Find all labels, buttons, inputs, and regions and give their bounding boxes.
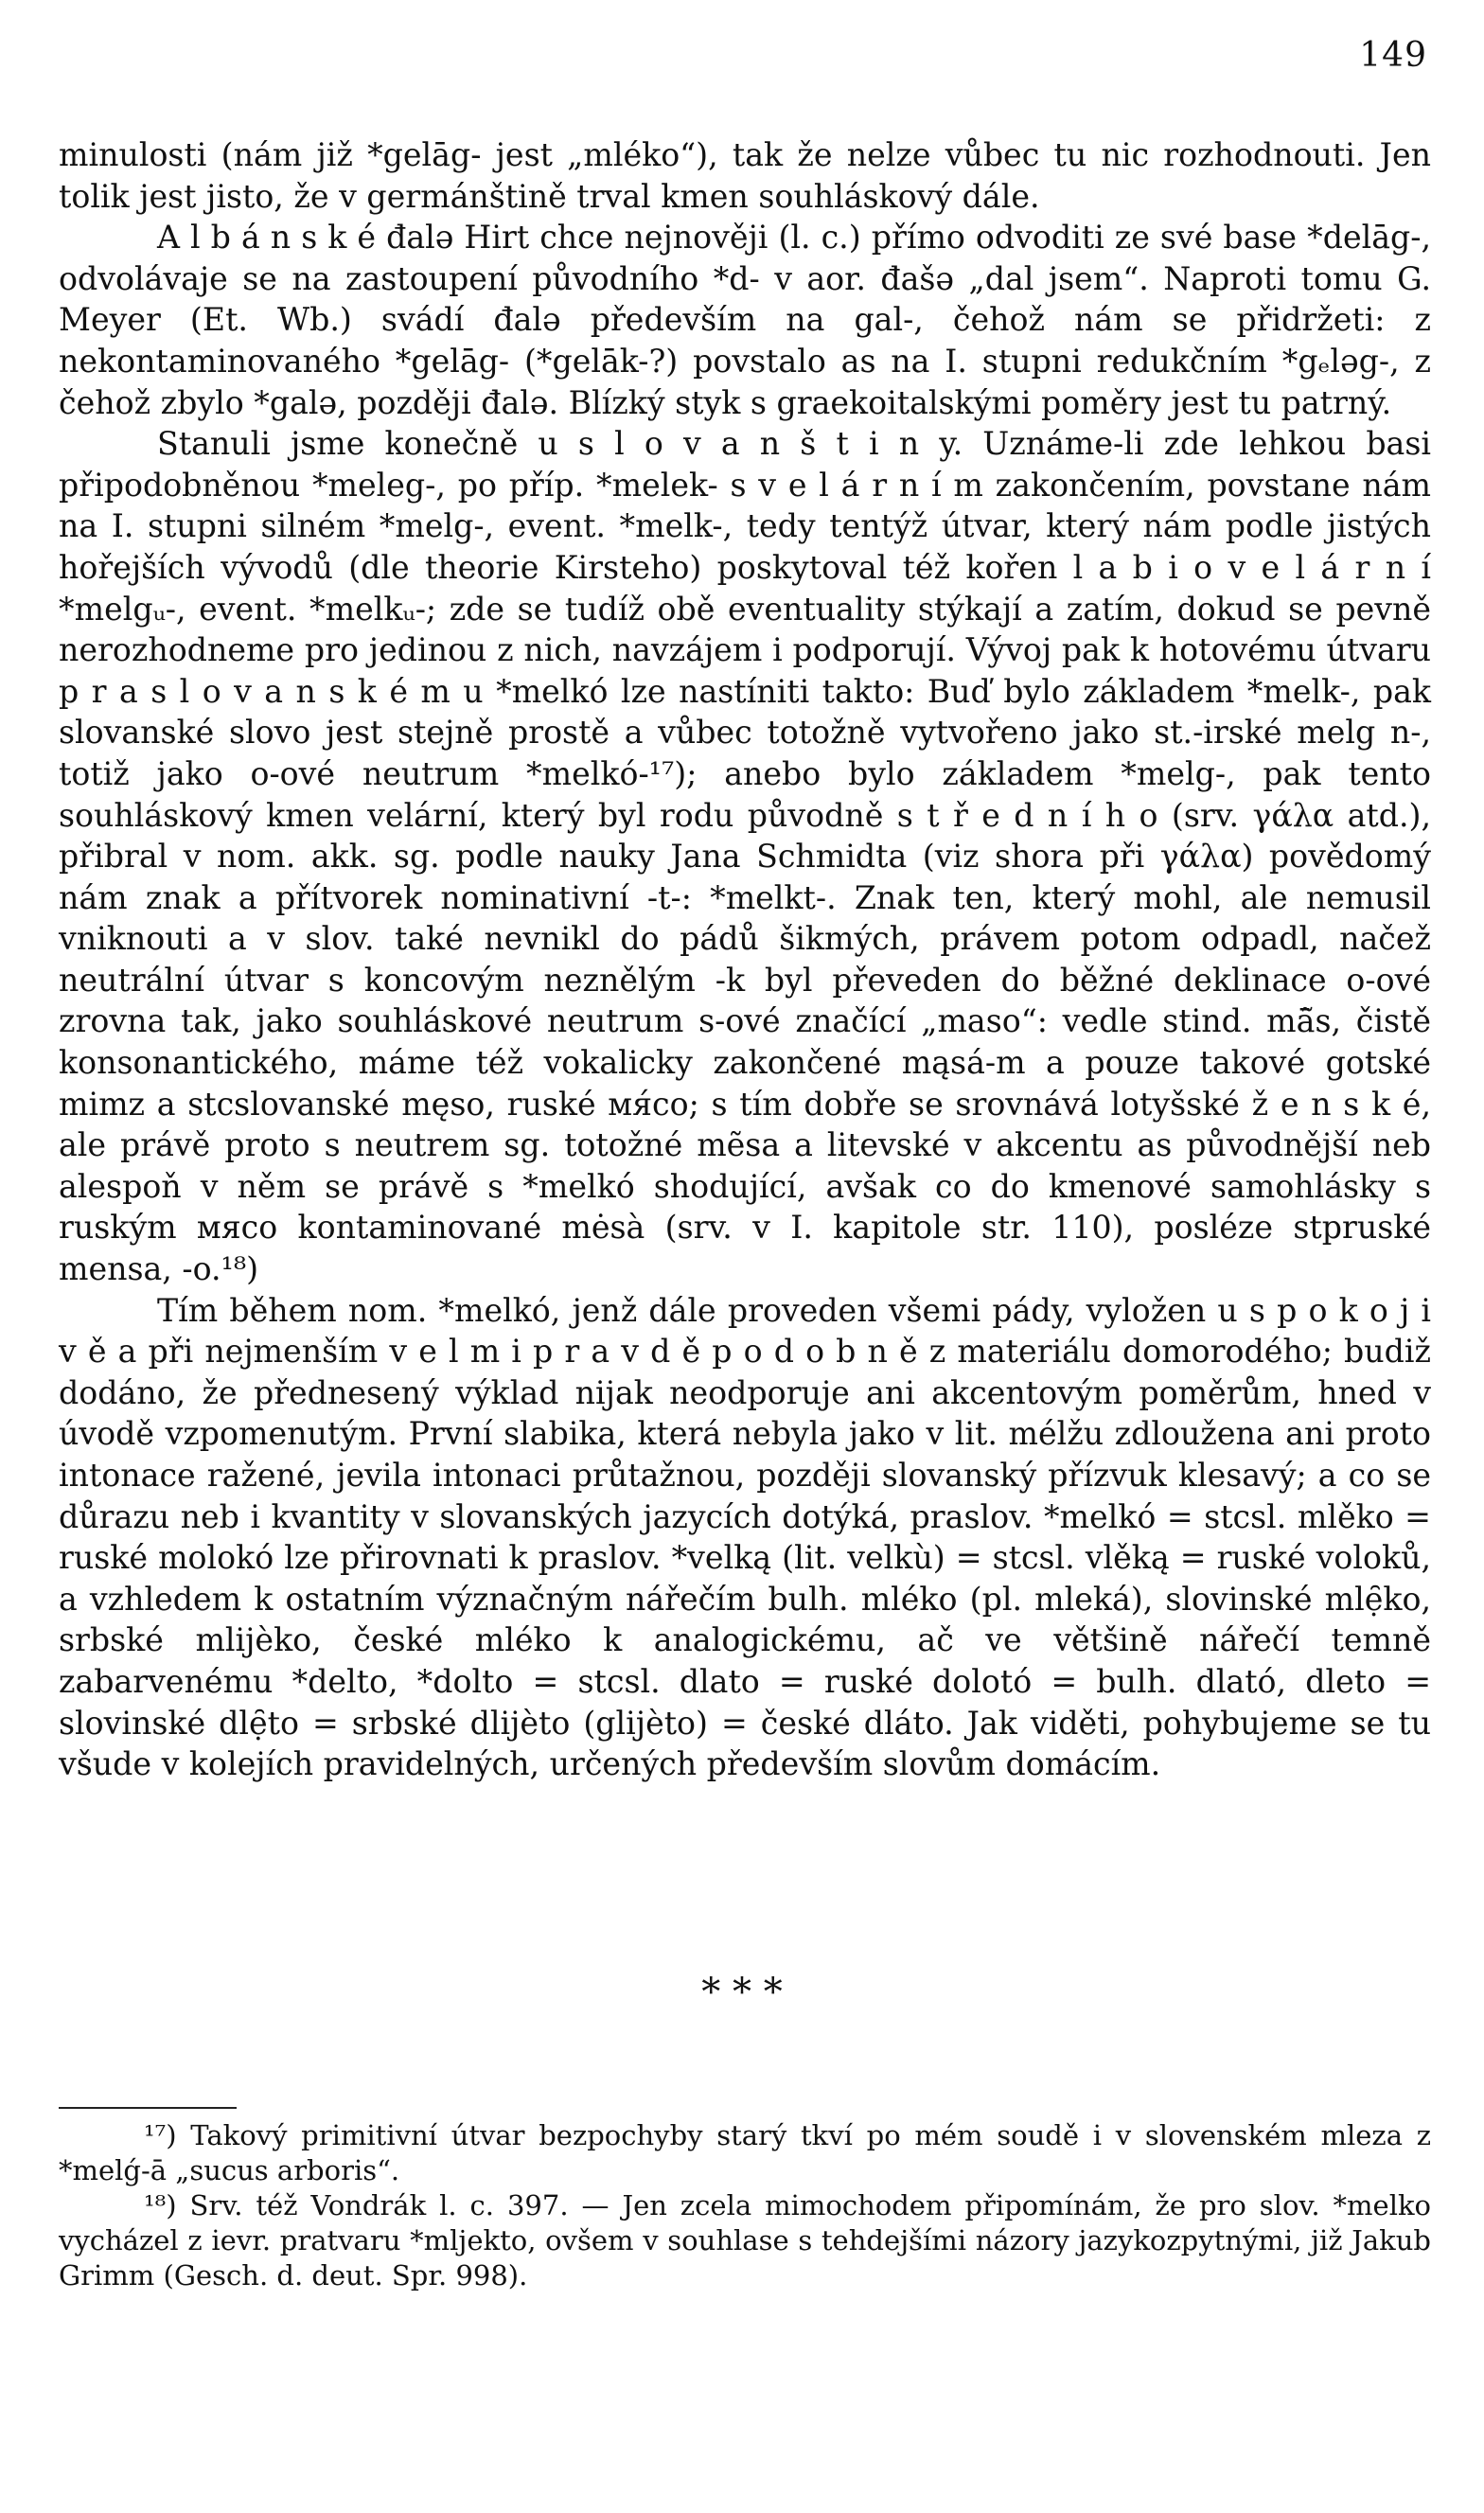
paragraph-3: Stanuli jsme konečně u s l o v a n š t i n y. Uznáme-li zde lehkou basi připodobněnou *meleg-, po příp. *melek- s v e l á r n í m zakončením, povstane nám na I. stupni silném *melg-, event. *melk-, tedy tentýž útvar, který nám podle jistých hořejších vývodů (dle theorie Kirsteho) poskytoval též kořen l a b i o v e l á r n í *melgᵤ-, event. *melkᵤ-; zde se tudíž obě eventuality stýkají a zatím, dokud se pevně nerozhodneme pro jedinou z nich, navzájem i podporují. Vývoj pak k hotovému útvaru p r a s l o v a n s k é m u *melkó lze nastíniti takto: Buď bylo základem *melk-, pak slovanské slovo jest stejně prostě a vůbec totožně vytvořeno jako st.-irské melg n-, totiž jako o-ové neutrum *melkó-¹⁷); anebo bylo základem *melg-, pak tento souhláskový kmen velární, který byl rodu původně s t ř e d n í h o (srv. γάλα atd.), přibral v nom. akk. sg. podle nauky Jana Schmidta (viz shora při γάλα) povědomý nám znak a přítvorek nominativní -t-: *melkt-. Znak ten, který mohl, ale nemusil vniknouti a v slov. také nevnikl do pádů šikmých, právem potom odpadl, načež neutrální útvar s koncovým neznělým -k byl převeden do běžné deklinace o-ové zrovna tak, jako souhláskové neutrum s-ové značící „maso“: vedle stind. mā̃s, čistě konsonantického, máme též vokalicky zakončené mąsá-m a pouze takové gotské mimz a stcslovanské męso, ruské мя́со; s tím dobře se srovnává lotyšské ž e n s k é, ale právě proto s neutrem sg. totožné mẽsa a litevské v akcentu as původnější neb alespoň v něm se právě s *melkó shodující, avšak co do kmenové samohlásky s ruským мясо kontaminované mėsà (srv. v I. kapitole str. 110), posléze stpruské mensa, -o.¹⁸) bbox=[59, 425, 1431, 1288]
paragraph-4: Tím během nom. *melkó, jenž dále proveden všemi pády, vyložen u s p o k o j i v ě a při nejmenším v e l m i p r a v d ě p o d o b n ě z materiálu domorodého; budiž dodáno, že přednesený výklad nijak neodporuje ani akcentovým poměrům, hned v úvodě vzpomenutým. První slabika, která nebyla jako v lit. mélžu zdloužena ani proto intonace ražené, jevila intonaci průtažnou, později slovanský přízvuk klesavý; a co se důrazu neb i kvantity v slovanských jazycích dotýká, praslov. *melkó = stcsl. mlěko = ruské molokó lze přirovnati k praslov. *velką (lit. velkù) = stcsl. vlěką = ruské voloků, a vzhledem k ostatním význačným nářečím bulh. mléko (pl. mleká), slovinské mlẹ̑ko, srbské mlijèko, české mléko k analogickému, ač ve většině nářečí temně zabarvenému *delto, *dolto = stcsl. dlato = ruské dolotó = bulh. dlató, dleto = slovinské dlẹ̑to = srbské dlijèto (glijèto) = české dláto. Jak viděti, pohybujeme se tu všude v kolejích pravidelných, určených především slovům domácím. bbox=[59, 1291, 1431, 1783]
footnotes bbox=[59, 2118, 1431, 2293]
page-number: 149 bbox=[1359, 36, 1427, 75]
section-separator: * * * bbox=[701, 1971, 783, 2014]
footnote-18: ¹⁸) Srv. též Vondrák l. c. 397. — Jen zcela mimochodem připomínám, že pro slov. *melko vycházel z ievr. pratvaru *mljekto, ovšem v souhlase s tehdejšími názory jazykozpytnými, již Jakub Grimm (Gesch. d. deut. Spr. 998). bbox=[59, 2189, 1431, 2292]
paragraph-2: A l b á n s k é đalə Hirt chce nejnověji (l. c.) přímo odvoditi ze své base *delāg-, odvolávaje se na zastoupení původního *d- v aor. đašə „dal jsem“. Naproti tomu G. Meyer (Et. Wb.) svádí đalə především na gal-, čehož nám se přidržeti: z nekontaminovaného *gelāg- (*gelāk-?) povstalo as na I. stupni redukčním *gₑləg-, z čehož zbylo *galə, později đalə. Blízký styk s graekoitalskými poměry jest tu patrný. bbox=[59, 219, 1431, 421]
paragraph-1: minulosti (nám již *gelāg- jest „mléko“), tak že nelze vůbec tu nic rozhodnouti. Jen tolik jest jisto, že v germánštině trval kmen souhláskový dále. bbox=[59, 136, 1431, 215]
footnote-divider bbox=[59, 2107, 237, 2109]
footnote-17: ¹⁷) Takový primitivní útvar bezpochyby starý tkví po mém soudě i v slovenském mleza z *melǵ-ā „sucus arboris“. bbox=[59, 2119, 1431, 2186]
body-text bbox=[59, 134, 1431, 1785]
